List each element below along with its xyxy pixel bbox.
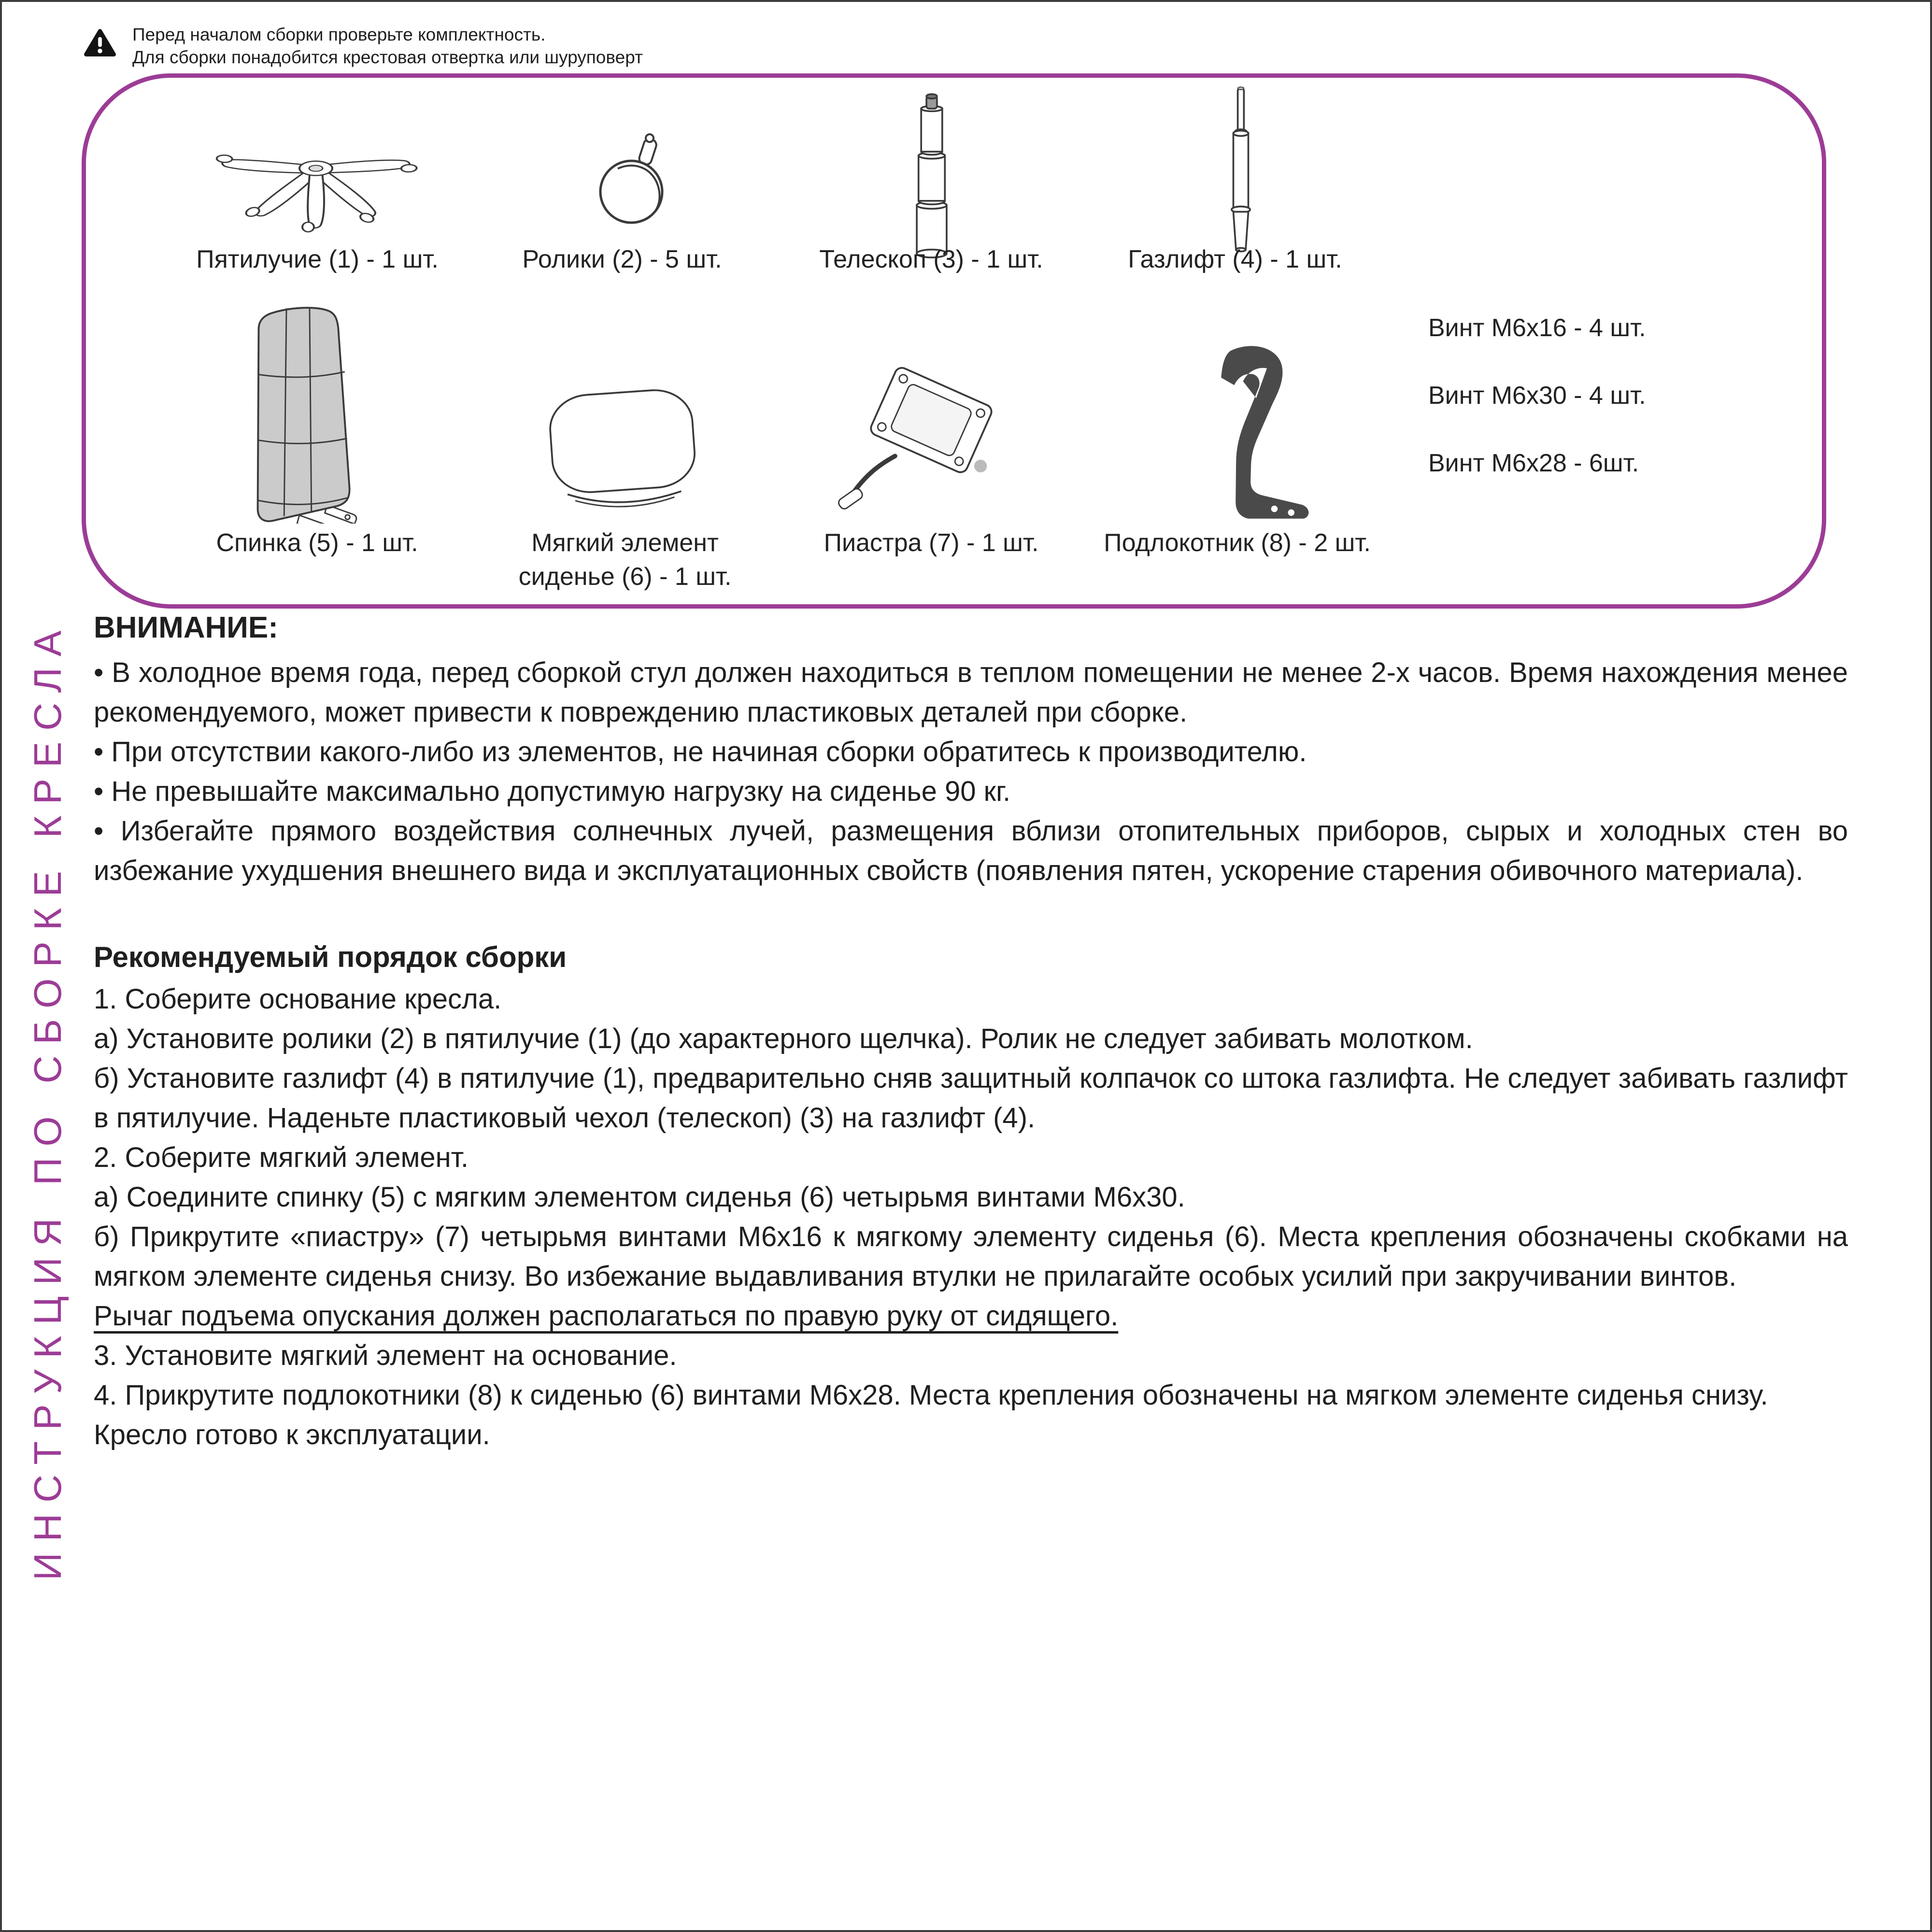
- assembly-step-3: 3. Установите мягкий элемент на основание.: [94, 1340, 677, 1371]
- warning-triangle-icon: [84, 28, 116, 59]
- assembly-heading: Рекомендуемый порядок сборки: [94, 941, 567, 973]
- screw-list: [1428, 294, 1646, 497]
- part-label-backrest: Спинка (5) - 1 шт.: [216, 529, 418, 557]
- assembly-step-2: 2. Соберите мягкий элемент.: [94, 1142, 469, 1173]
- backrest-icon: [229, 301, 388, 524]
- armrest-icon: [1183, 342, 1323, 521]
- warning-text: [132, 23, 643, 69]
- piastra-plate-icon: [818, 357, 1036, 511]
- caster-wheel-icon: [589, 130, 685, 229]
- assembly-step-2a: а) Соедините спинку (5) с мягким элементом сиденья (6) четырьмя винтами М6х30.: [94, 1181, 1185, 1213]
- assembly-step-1a: а) Установите ролики (2) в пятилучие (1) (до характерного щелчка). Ролик не следует забивать молотком.: [94, 1023, 1473, 1054]
- part-label-piastra: Пиастра (7) - 1 шт.: [824, 529, 1039, 557]
- screw-item-m6x28: Винт М6х28 - 6шт.: [1428, 449, 1639, 477]
- sidebar-vertical-title: ИНСТРУКЦИЯ ПО СБОРКЕ КРЕСЛА: [26, 619, 69, 1580]
- attention-heading: ВНИМАНИЕ:: [94, 611, 278, 644]
- screw-item-m6x16: Винт М6х16 - 4 шт.: [1428, 314, 1646, 342]
- attention-bullet-1: • В холодное время года, перед сборкой стул должен находиться в теплом помещении не менее 2-х часов. Время нахождения менее рекомендуемого, может привести к повреждению пластиковых деталей при сборке.: [94, 657, 1848, 728]
- parts-box: [82, 73, 1826, 609]
- instruction-text: [94, 610, 1848, 1455]
- assembly-step-2b: б) Прикрутите «пиастру» (7) четырьмя винтами М6х16 к мягкому элементу сиденья (6). Места крепления обозначены скобками на мягком элементе сиденья снизу. Во избежание выдавливания втулки не прилагайте особых усилий при закручивании винтов.: [94, 1221, 1848, 1292]
- warning-line-1: Перед началом сборки проверьте комплектность.: [132, 25, 546, 44]
- part-label-seat: [499, 526, 751, 594]
- part-label-telescope: Телескоп (3) - 1 шт.: [819, 245, 1043, 273]
- attention-bullet-3: • Не превышайте максимально допустимую нагрузку на сиденье 90 кг.: [94, 776, 1011, 807]
- five-star-base-icon: [202, 115, 429, 243]
- ready-note: Кресло готово к эксплуатации.: [94, 1419, 490, 1450]
- attention-bullet-2: • При отсутствии какого-либо из элементов, не начиная сборки обратитесь к производителю.: [94, 736, 1307, 767]
- part-label-armrest: Подлокотник (8) - 2 шт.: [1104, 529, 1371, 557]
- part-label-gas-lift: Газлифт (4) - 1 шт.: [1128, 245, 1342, 273]
- assembly-step-1b: б) Установите газлифт (4) в пятилучие (1), предварительно сняв защитный колпачок со штока газлифта. Не следует забивать газлифт в пятилучие. Наденьте пластиковый чехол (телескоп) (3) на газлифт (4).: [94, 1063, 1848, 1134]
- warning-note: [84, 23, 643, 69]
- lever-position-note: Рычаг подъема опускания должен располагаться по правую руку от сидящего.: [94, 1300, 1119, 1332]
- gas-lift-icon: [1219, 83, 1263, 259]
- assembly-step-4: 4. Прикрутите подлокотники (8) к сиденью (6) винтами М6х28. Места крепления обозначены на мягком элементе сиденья снизу.: [94, 1379, 1768, 1411]
- part-label-caster: Ролики (2) - 5 шт.: [522, 245, 722, 273]
- part-label-seat-line-1: Мягкий элемент: [531, 529, 719, 557]
- screw-item-m6x30: Винт М6х30 - 4 шт.: [1428, 382, 1646, 410]
- assembly-step-1: 1. Соберите основание кресла.: [94, 983, 502, 1015]
- warning-line-2: Для сборки понадобится крестовая отвертка или шуруповерт: [132, 47, 643, 67]
- part-label-seat-line-2: сиденье (6) - 1 шт.: [518, 563, 732, 591]
- seat-cushion-icon: [528, 376, 717, 511]
- attention-bullet-4: • Избегайте прямого воздействия солнечных лучей, размещения вблизи отопительных приборов, сырых и холодных стен во избежание ухудшения внешнего вида и эксплуатационных свойств (появления пятен, ускорение старения обивочного материала).: [94, 815, 1848, 886]
- part-label-five-star-base: Пятилучие (1) - 1 шт.: [196, 245, 439, 273]
- telescope-cover-icon: [908, 82, 956, 260]
